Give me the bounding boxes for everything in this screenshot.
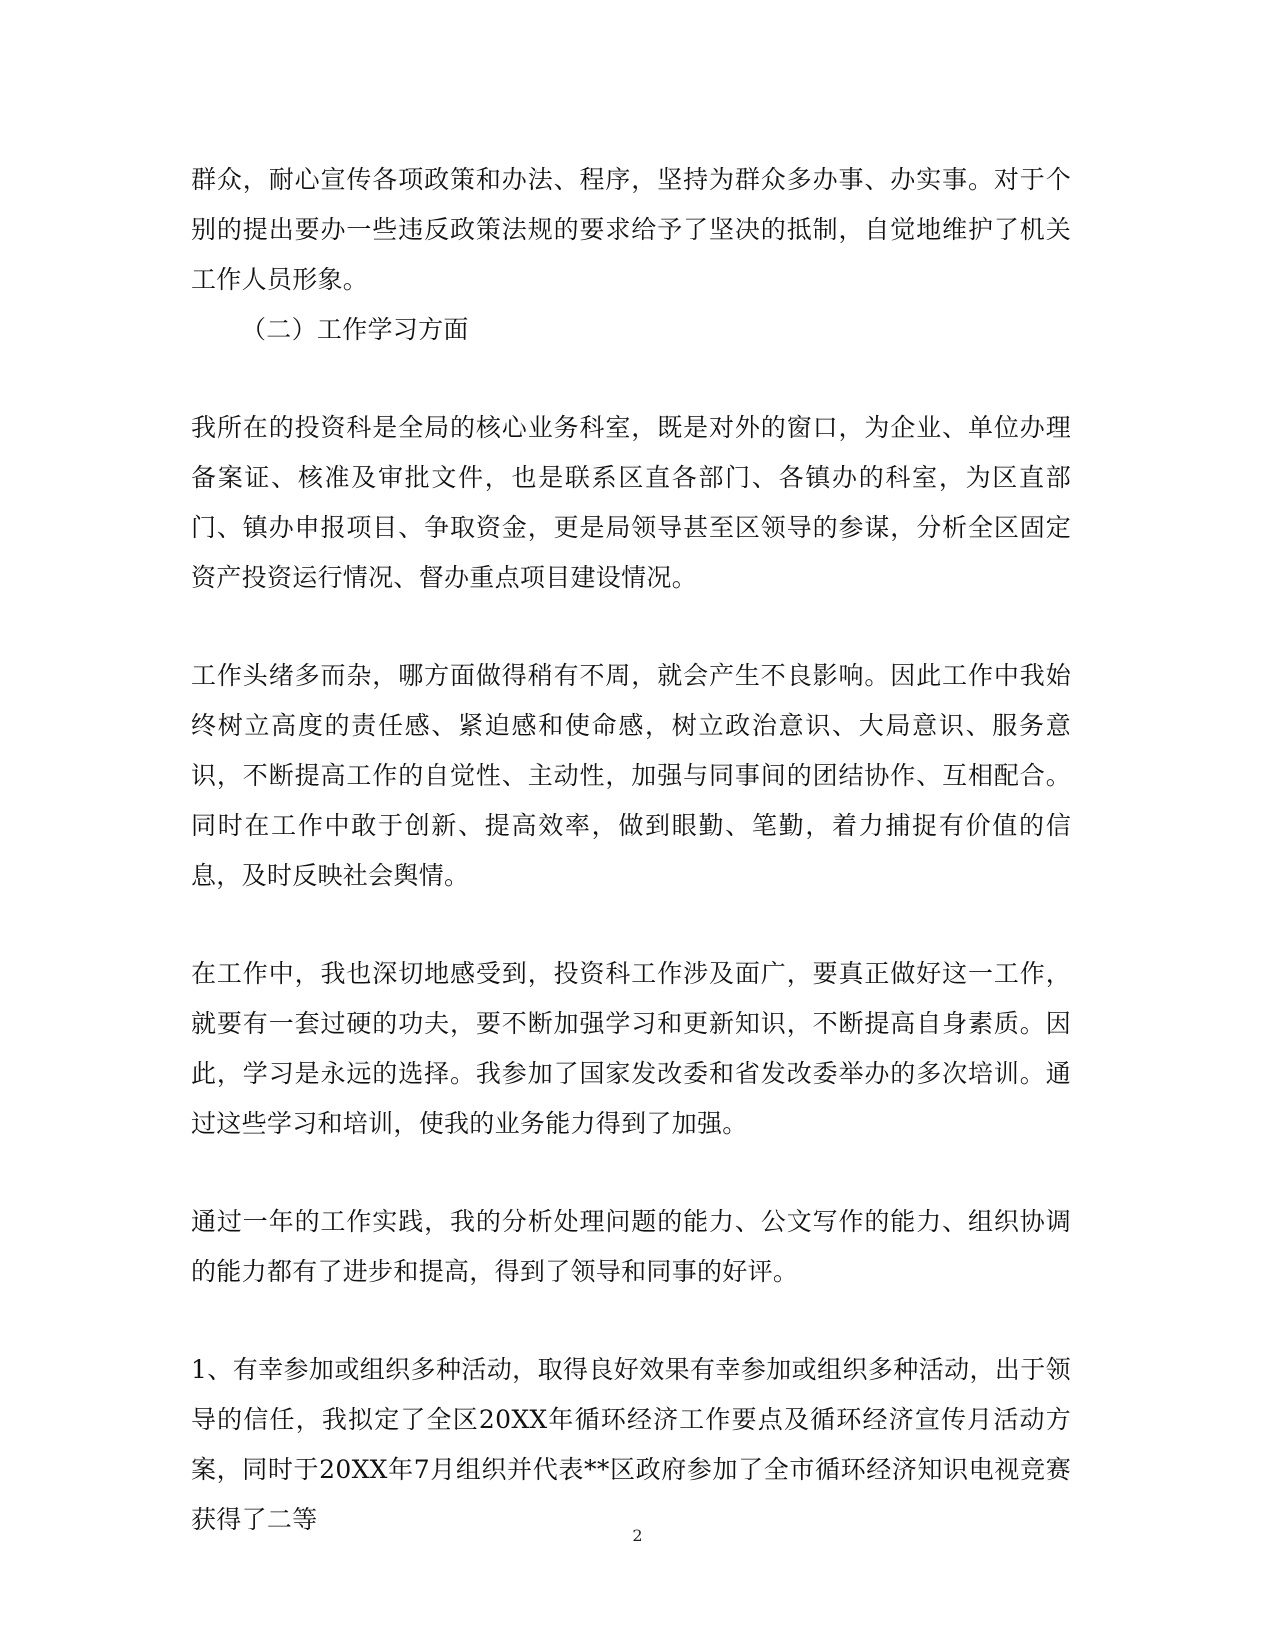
paragraph-investment-section: 我所在的投资科是全局的核心业务科室，既是对外的窗口，为企业、单位办理备案证、核准及审批文件，也是联系区直各部门、各镇办的科室，为区直部门、镇办申报项目、争取资金，更是局领导甚至区领导的参谋，分析全区固定资产投资运行情况、督办重点项目建设情况。 <box>191 413 1071 592</box>
paragraph-service: 群众，耐心宣传各项政策和办法、程序，坚持为群众多办事、办实事。对于个别的提出要办一些违反政策法规的要求给予了坚决的抵制，自觉地维护了机关工作人员形象。 <box>191 165 1071 294</box>
section-heading-work-study: （二）工作学习方面 <box>241 315 469 344</box>
document-body <box>191 155 1071 1545</box>
paragraph-learning: 在工作中，我也深切地感受到，投资科工作涉及面广，要真正做好这一工作，就要有一套过硬的功夫，要不断加强学习和更新知识，不断提高自身素质。因此，学习是永远的选择。我参加了国家发改委和省发改委举办的多次培训。通过这些学习和培训，使我的业务能力得到了加强。 <box>191 959 1071 1138</box>
page-number: 2 <box>632 1526 643 1545</box>
paragraph-activities: 1、有幸参加或组织多种活动，取得良好效果有幸参加或组织多种活动，出于领导的信任，我拟定了全区20XX年循环经济工作要点及循环经济宣传月活动方案，同时于20XX年7月组织并代表**区政府参加了全市循环经济知识电视竞赛获得了二等 <box>191 1355 1071 1534</box>
paragraph-progress: 通过一年的工作实践，我的分析处理问题的能力、公文写作的能力、组织协调的能力都有了进步和提高，得到了领导和同事的好评。 <box>191 1207 1071 1286</box>
paragraph-responsibility: 工作头绪多而杂，哪方面做得稍有不周，就会产生不良影响。因此工作中我始终树立高度的责任感、紧迫感和使命感，树立政治意识、大局意识、服务意识，不断提高工作的自觉性、主动性，加强与同事间的团结协作、互相配合。同时在工作中敢于创新、提高效率，做到眼勤、笔勤，着力捕捉有价值的信息，及时反映社会舆情。 <box>191 661 1071 890</box>
